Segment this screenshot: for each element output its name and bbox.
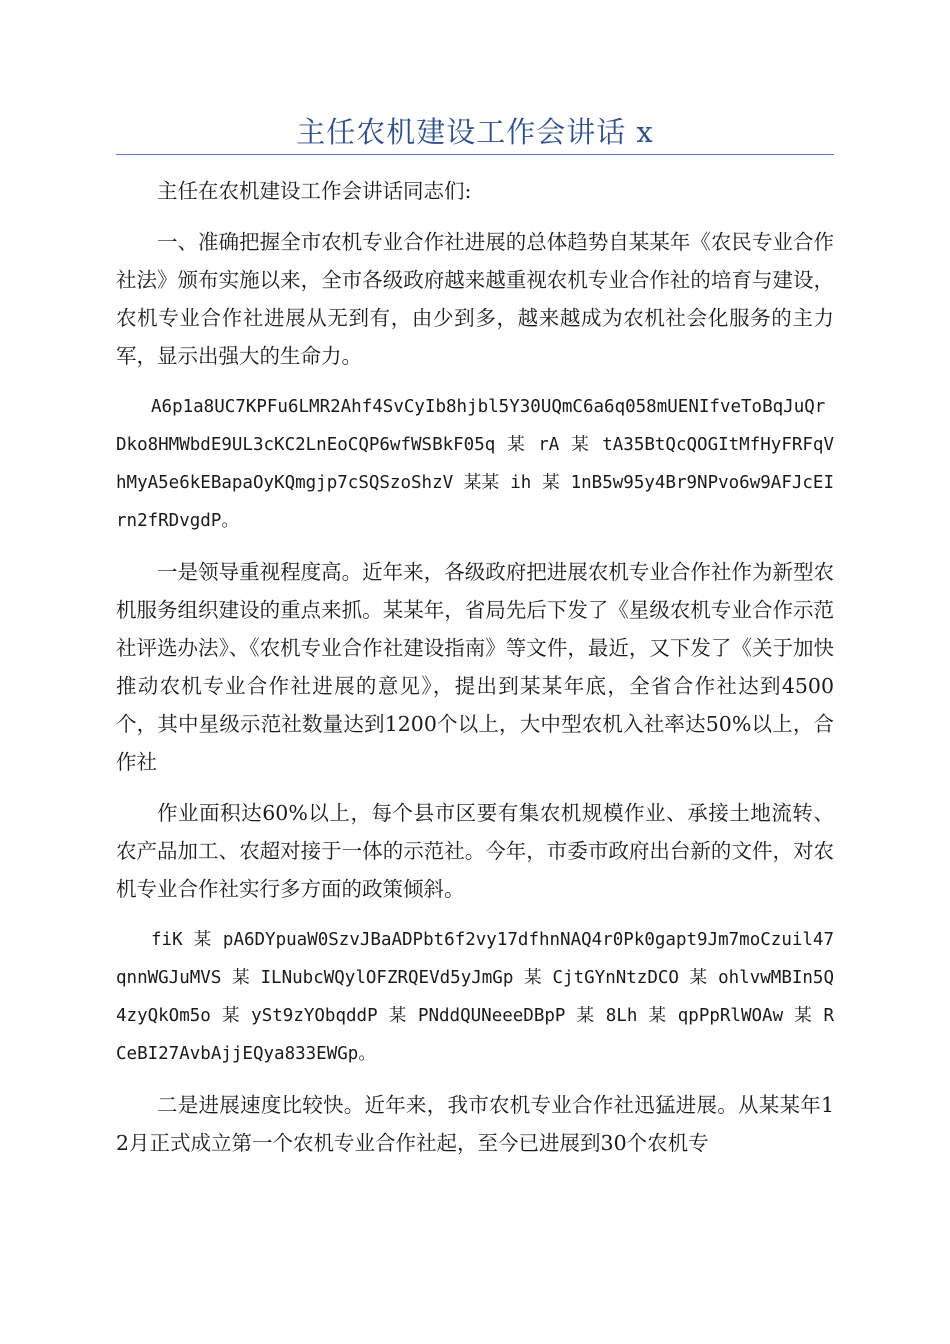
document-title: 主任农机建设工作会讲话 x [296,115,654,149]
document-body [116,172,834,1175]
point-two-paragraph: 二是进展速度比较快。近年来，我市农机专业合作社迅猛进展。从某某年12月正式成立第一个农机专业合作社起，至今已进展到30个农机专 [116,1093,834,1155]
point-one-paragraph: 一是领导重视程度高。近年来，各级政府把进展农机专业合作社作为新型农机服务组织建设的重点来抓。某某年，省局先后下发了《星级农机专业合作示范社评选办法》、《农机专业合作社建设指南》等文件，最近，又下发了《关于加快推动农机专业合作社进展的意见》，提出到某某年底，全省合作社达到4500个，其中星级示范社数量达到1200个以上，大中型农机入社率达50%以上，合作社 [116,560,834,774]
encoded-text-paragraph-1: A6p1a8UC7KPFu6LMR2Ahf4SvCyIb8hjbl5Y30UQmC6a6q058mUENIfveToBqJuQrDko8HMWbdE9UL3cKC2LnEoCQP6wfWSBkF05q 某 rA 某 tA35BtQcQOGItMfHyFRFqVhMyA5e6kEBapaOyKQmgjp7cSQSzoShzV 某某 ih 某 1nB5w95y4Br9NPvo6w9AFJcEIrn2fRDvgdP。 [116,397,834,531]
point-one-continued-paragraph: 作业面积达60%以上，每个县市区要有集农机规模作业、承接土地流转、农产品加工、农超对接于一体的示范社。今年，市委市政府出台新的文件，对农机专业合作社实行多方面的政策倾斜。 [116,801,834,901]
greeting-paragraph: 主任在农机建设工作会讲话同志们: [157,179,472,203]
section-one-paragraph: 一、准确把握全市农机专业合作社进展的总体趋势自某某年《农民专业合作社法》颁布实施以来，全市各级政府越来越重视农机专业合作社的培育与建设，农机专业合作社进展从无到有，由少到多，越来越成为农机社会化服务的主力军，显示出强大的生命力。 [116,230,834,368]
encoded-text-paragraph-2: fiK 某 pA6DYpuaW0SzvJBaADPbt6f2vy17dfhnNAQ4r0Pk0gapt9Jm7moCzuil47qnnWGJuMVS 某 ILNubcWQylOFZRQEVd5yJmGp 某 CjtGYnNtzDCO 某 ohlvwMBIn5Q4zyQkOm5o 某 ySt9zYObqddP 某 PNddQUNeeeDBpP 某 8Lh 某 qpPpRlWOAw 某 RCeBI27AvbAjjEQya833EWGp。 [116,930,834,1064]
title-underline [116,154,834,155]
